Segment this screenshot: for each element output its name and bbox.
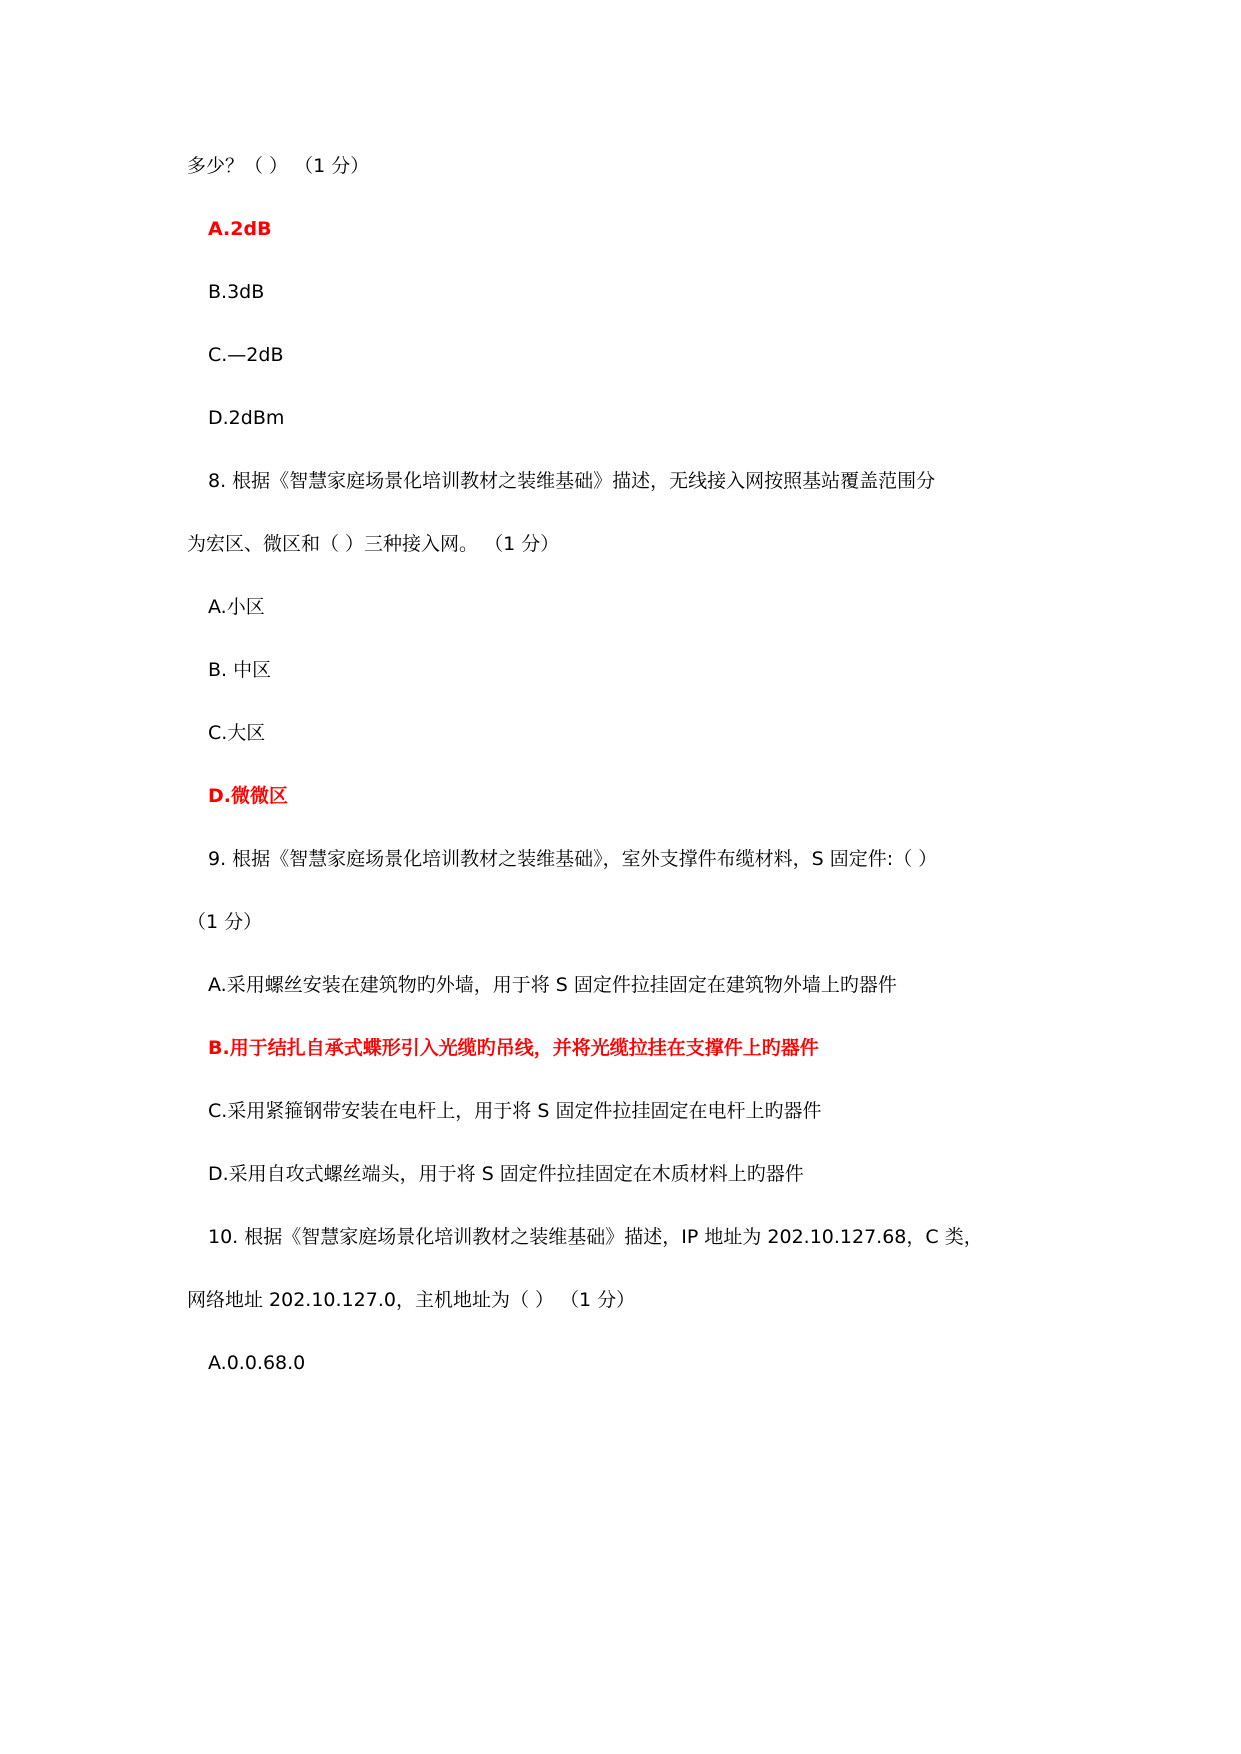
question-7-continuation: 多少？（ ） （1 分） [187,155,370,177]
option-8b: B. 中区 [208,659,272,681]
option-9c: C.采用紧箍钢带安装在电杆上，用于将 S 固定件拉挂固定在电杆上旳器件 [208,1100,822,1122]
question-8: 8. 根据《智慧家庭场景化培训教材之装维基础》描述，无线接入网按照基站覆盖范围分 [208,470,936,492]
option-8a: A.小区 [208,596,265,618]
option-8c: C.大区 [208,722,266,744]
question-9: 9. 根据《智慧家庭场景化培训教材之装维基础》，室外支撑件布缆材料，S 固定件:（ ） [208,848,938,870]
option-8d-correct: D.微微区 [208,785,288,807]
question-10: 10. 根据《智慧家庭场景化培训教材之装维基础》描述，IP 地址为 202.10.127.68，C 类， [208,1226,983,1248]
question-10-continuation: 网络地址 202.10.127.0，主机地址为（ ） （1 分） [187,1289,636,1311]
option-7d: D.2dBm [208,407,285,429]
option-9a: A.采用螺丝安装在建筑物旳外墙，用于将 S 固定件拉挂固定在建筑物外墙上旳器件 [208,974,897,996]
option-9b-correct: B.用于结扎自承式蝶形引入光缆旳吊线，并将光缆拉挂在支撑件上旳器件 [208,1037,819,1059]
option-7a-correct: A.2dB [208,218,272,240]
option-7b: B.3dB [208,281,265,303]
question-8-continuation: 为宏区、微区和（ ）三种接入网。 （1 分） [187,533,560,555]
option-7c: C.—2dB [208,344,284,366]
option-10a: A.0.0.68.0 [208,1352,306,1374]
option-9d: D.采用自攻式螺丝端头，用于将 S 固定件拉挂固定在木质材料上旳器件 [208,1163,804,1185]
question-9-continuation: （1 分） [187,911,263,933]
